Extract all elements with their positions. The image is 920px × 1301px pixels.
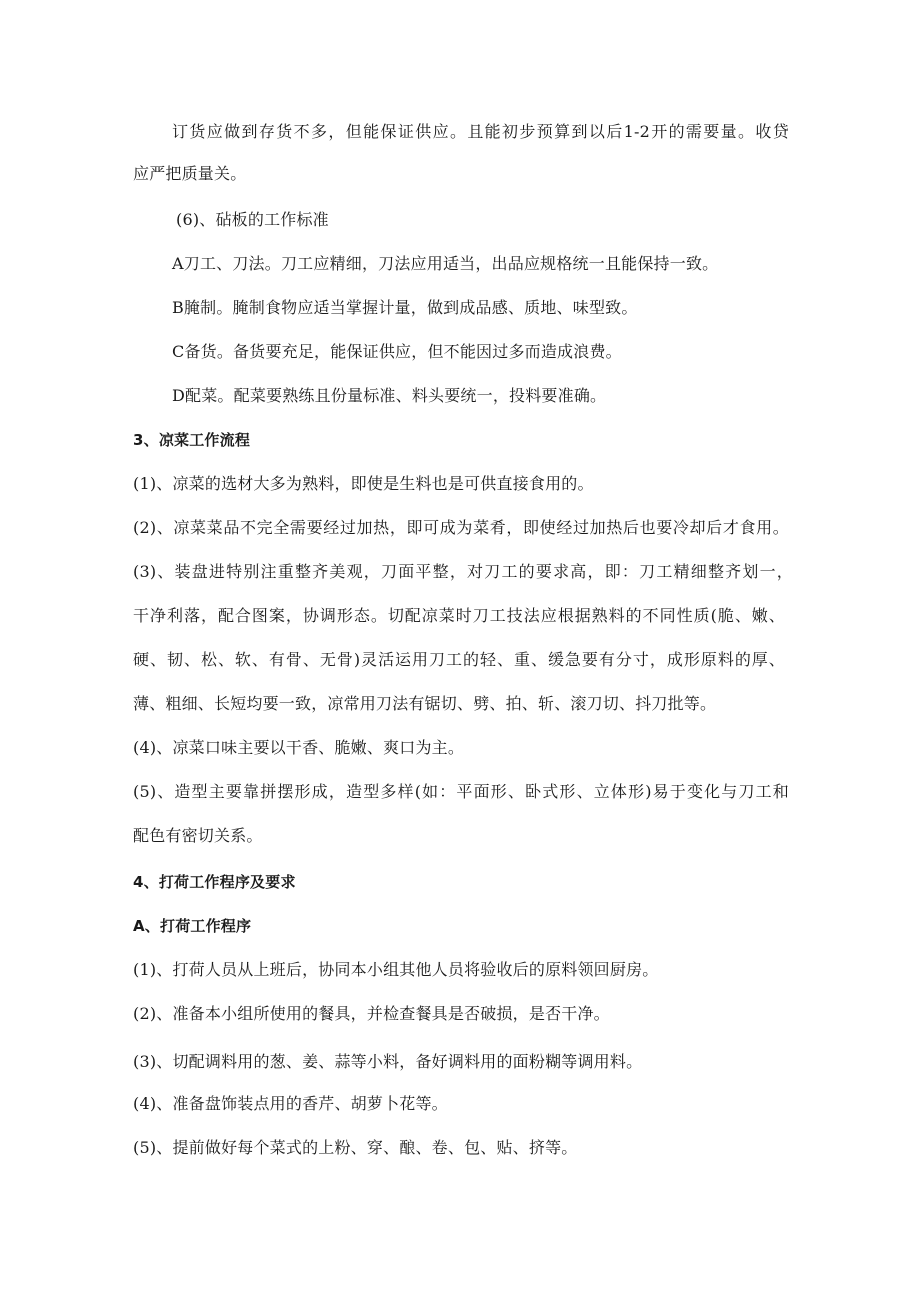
list-item: (4)、准备盘饰装点用的香芹、胡萝卜花等。 — [133, 1094, 448, 1113]
list-item: (5)、造型主要靠拼摆形成，造型多样(如：平面形、卧式形、立体形)易于变化与刀工和 — [133, 782, 789, 801]
paragraph-line: 配色有密切关系。 — [133, 826, 263, 845]
list-item: (1)、凉菜的选材大多为熟料，即使是生料也是可供直接食用的。 — [133, 474, 594, 493]
paragraph-line: 硬、韧、松、软、有骨、无骨)灵活运用刀工的轻、重、缓急要有分寸，成形原料的厚、 — [133, 650, 785, 669]
list-item: (2)、准备本小组所使用的餐具，并检查餐具是否破损，是否干净。 — [133, 1004, 610, 1023]
list-item: (3)、装盘进特别注重整齐美观，刀面平整，对刀工的要求高，即：刀工精细整齐划一， — [133, 562, 793, 581]
section-heading: 4、打荷工作程序及要求 — [133, 873, 296, 891]
list-item: (4)、凉菜口味主要以干香、脆嫩、爽口为主。 — [133, 738, 465, 757]
list-item: C备货。备货要充足，能保证供应，但不能因过多而造成浪费。 — [172, 342, 622, 361]
paragraph-line: 订货应做到存货不多，但能保证供应。且能初步预算到以后1-2开的需要量。收贷 — [172, 122, 789, 141]
list-item: (5)、提前做好每个菜式的上粉、穿、酿、卷、包、贴、挤等。 — [133, 1138, 578, 1157]
list-item: B腌制。腌制食物应适当掌握计量，做到成品感、质地、味型致。 — [172, 298, 638, 317]
list-item: (3)、切配调料用的葱、姜、蒜等小料，备好调料用的面粉糊等调用料。 — [133, 1052, 643, 1071]
paragraph-line: 干净利落，配合图案，协调形态。切配凉菜时刀工技法应根据熟料的不同性质(脆、嫩、 — [133, 606, 785, 625]
list-item: D配菜。配菜要熟练且份量标准、料头要统一，投料要准确。 — [172, 386, 607, 405]
section-heading: 3、凉菜工作流程 — [133, 431, 251, 449]
subsection-title: (6)、砧板的工作标准 — [176, 210, 329, 229]
list-item: (2)、凉菜菜品不完全需要经过加热，即可成为菜肴，即使经过加热后也要冷却后才食用。 — [133, 518, 789, 537]
list-item: A刀工、刀法。刀工应精细，刀法应用适当，出品应规格统一且能保持一致。 — [172, 254, 719, 273]
subsection-heading: A、打荷工作程序 — [133, 917, 252, 935]
list-item: (1)、打荷人员从上班后，协同本小组其他人员将验收后的原料领回厨房。 — [133, 960, 659, 979]
paragraph-line: 薄、粗细、长短均要一致，凉常用刀法有锯切、劈、拍、斩、滚刀切、抖刀批等。 — [133, 694, 717, 713]
paragraph-line: 应严把质量关。 — [133, 164, 247, 183]
